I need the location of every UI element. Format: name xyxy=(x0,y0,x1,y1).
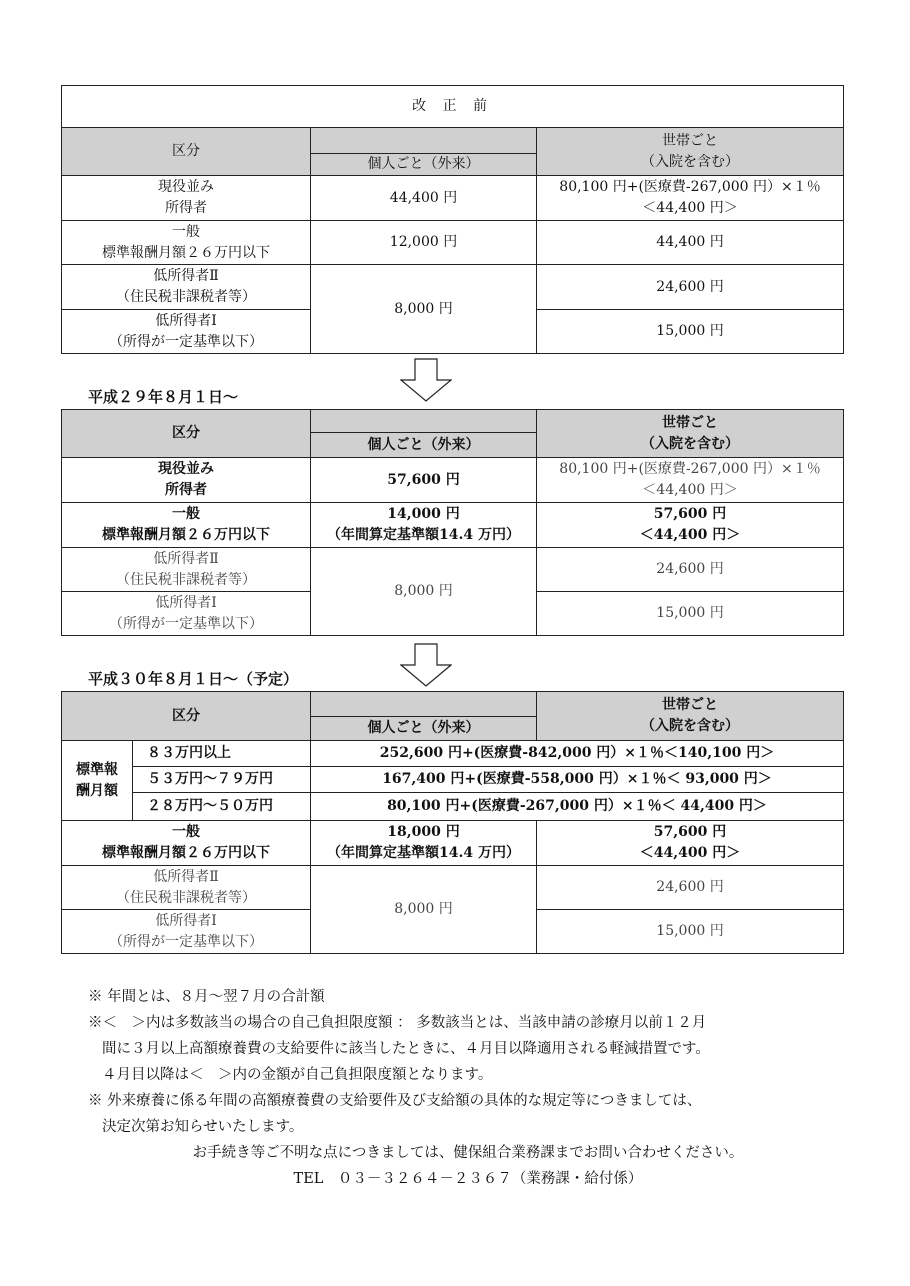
contact-text: お手続き等ご不明な点につきましては、健保組合業務課までお問い合わせください。 xyxy=(192,1145,744,1161)
notes: ※ 年間とは、８月～翌７月の合計額 ※＜ ＞内は多数該当の場合の自己負担限度額 ： 多数該当とは、当該申請の診療月以前１２月 間に３月以上高額療養費の支給要件に該当したときに、４月目以降適用される軽減措置です。 ４月目以降は＜ ＞内の金額が自己負担限度額となります。 ※ 外来療養に係る年間の高額療養費の支給要件及び支給額の具体的な規定等につきましては、 決定次第お知らせいたします。 お手続き等ご不明な点につきましては、健保組合業務課までお問い合わせください。 TEL ０３－３２６４－２３６７（業務課・給付係） xyxy=(88,984,848,1192)
table-row: 低所得者Ⅱ （住民税非課税者等） 8,000 円 24,600 円 xyxy=(62,866,844,910)
table-row: 低所得者Ⅰ （所得が一定基準以下） 15,000 円 xyxy=(62,310,844,354)
header-household: 世帯ごと （入院を含む） xyxy=(537,410,844,458)
table-row: 低所得者Ⅱ （住民税非課税者等） 8,000 円 24,600 円 xyxy=(62,548,844,592)
header-category: 区分 xyxy=(62,692,311,741)
h30-heading: 平成３０年８月１日～（予定） xyxy=(88,670,299,688)
header-household: 世帯ごと （入院を含む） xyxy=(537,692,844,741)
header-individual: 個人ごと（外来） xyxy=(311,433,537,458)
header-category: 区分 xyxy=(62,128,311,176)
tel-text: TEL ０３－３２６４－２３６７（業務課・給付係） xyxy=(293,1171,643,1187)
table-row: ２８万円～５０万円 80,100 円+(医療費-267,000 円）×１％＜ 44,400 円＞ xyxy=(62,793,844,821)
table-row: 現役並み 所得者 44,400 円 80,100 円+(医療費-267,000 円）×１％ ＜44,400 円＞ xyxy=(62,176,844,221)
table-row: 低所得者Ⅰ （所得が一定基準以下） 15,000 円 xyxy=(62,910,844,954)
table-row: ５３万円～７９万円 167,400 円+(医療費-558,000 円）×１％＜ 93,000 円＞ xyxy=(62,767,844,793)
header-category: 区分 xyxy=(62,410,311,458)
table-row: 一般 標準報酬月額２６万円以下 12,000 円 44,400 円 xyxy=(62,221,844,265)
table-row: 低所得者Ⅰ （所得が一定基準以下） 15,000 円 xyxy=(62,592,844,636)
note-bracket: ※＜ ＞内は多数該当の場合の自己負担限度額 ： 多数該当とは、当該申請の診療月以前１２月 xyxy=(88,1015,707,1031)
table-row: 現役並み 所得者 57,600 円 80,100 円+(医療費-267,000 円）×１％ ＜44,400 円＞ xyxy=(62,458,844,503)
table-before-title: 改 正 前 xyxy=(62,86,844,128)
header-individual: 個人ごと（外来） xyxy=(311,717,537,741)
table-row: 一般 標準報酬月額２６万円以下 14,000 円 （年間算定基準額14.4 万円） 57,600 円 ＜44,400 円＞ xyxy=(62,503,844,548)
table-h30 xyxy=(61,691,844,954)
down-arrow-icon xyxy=(400,643,452,687)
table-h29 xyxy=(61,409,844,636)
table-row: 低所得者Ⅱ （住民税非課税者等） 8,000 円 24,600 円 xyxy=(62,265,844,310)
header-household: 世帯ごと （入院を含む） xyxy=(537,128,844,176)
table-row: 標準報 酬月額 ８３万円以上 252,600 円+(医療費-842,000 円）×１％＜140,100 円＞ xyxy=(62,741,844,767)
table-before xyxy=(61,85,844,354)
header-individual: 個人ごと（外来） xyxy=(311,154,537,176)
note-annual: ※ 年間とは、８月～翌７月の合計額 xyxy=(88,989,325,1005)
group-label: 標準報 酬月額 xyxy=(62,741,133,821)
h29-heading: 平成２９年８月１日～ xyxy=(88,388,239,406)
note-outpatient: ※ 外来療養に係る年間の高額療養費の支給要件及び支給額の具体的な規定等につきましては、 xyxy=(88,1093,702,1109)
down-arrow-icon xyxy=(400,358,452,402)
table-row: 一般 標準報酬月額２６万円以下 18,000 円 （年間算定基準額14.4 万円） 57,600 円 ＜44,400 円＞ xyxy=(62,821,844,866)
